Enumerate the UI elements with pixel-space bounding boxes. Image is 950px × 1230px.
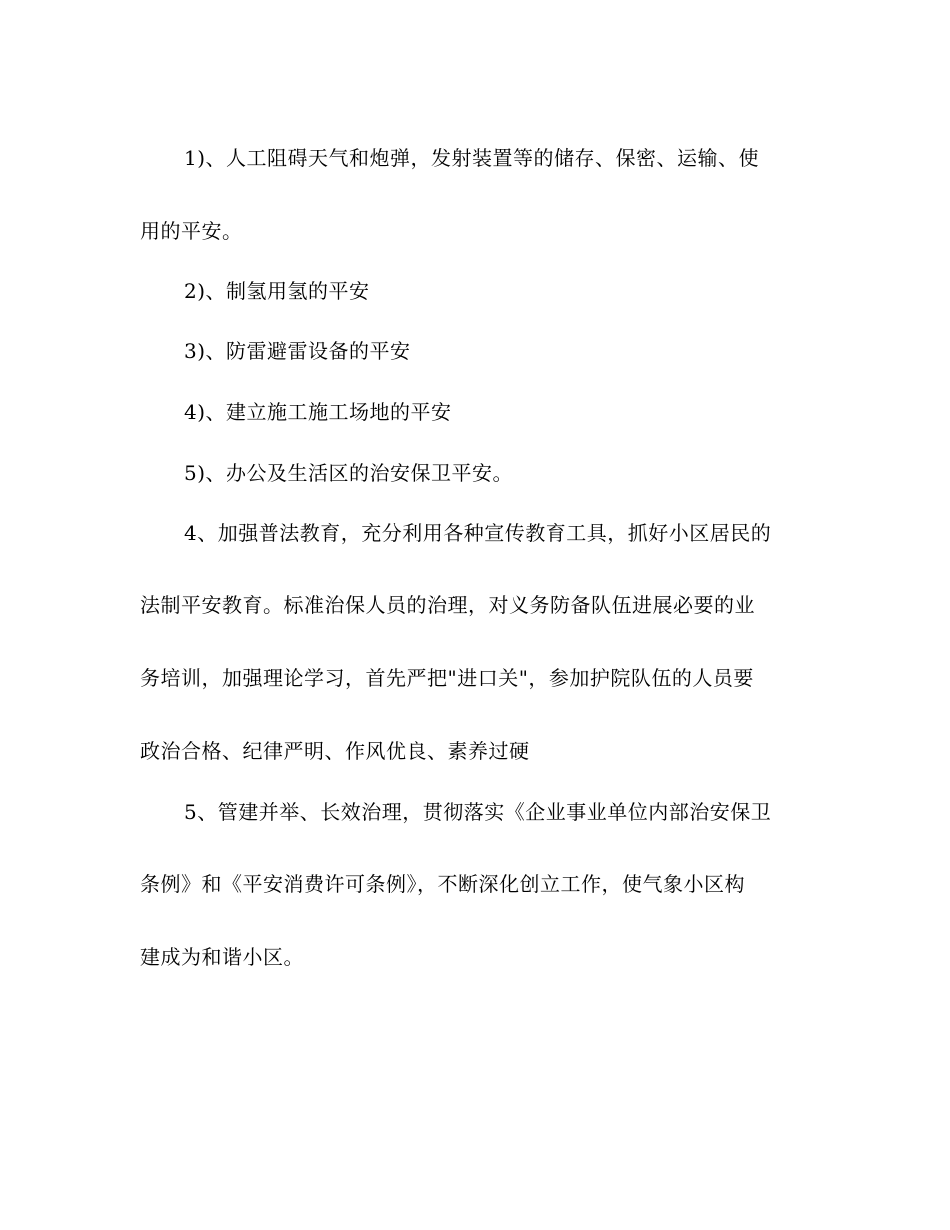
text-line-content: 建成为和谐小区。 (140, 945, 304, 969)
text-line-content: 4)、建立施工施工场地的平安 (184, 400, 452, 424)
text-line-content: 5)、办公及生活区的治安保卫平安。 (184, 461, 514, 485)
text-line (0, 336, 950, 366)
text-line-content: 3)、防雷避雷设备的平安 (184, 339, 411, 363)
text-line (0, 942, 950, 972)
text-line (0, 458, 950, 488)
text-line (0, 736, 950, 766)
text-line (0, 590, 950, 620)
text-line (0, 663, 950, 693)
text-line-content: 条例》和《平安消费许可条例》，不断深化创立工作，使气象小区构 (140, 872, 745, 896)
text-line (0, 397, 950, 427)
text-line (0, 869, 950, 899)
text-line-content: 法制平安教育。标准治保人员的治理，对义务防备队伍进展必要的业 (140, 593, 755, 617)
text-line (0, 276, 950, 306)
text-line (0, 518, 950, 548)
text-line-content: 务培训，加强理论学习，首先严把"进口关"，参加护院队伍的人员要 (140, 666, 754, 690)
text-line-content: 用的平安。 (140, 219, 243, 243)
text-line-content: 5、管建并举、长效治理，贯彻落实《企业事业单位内部治安保卫 (184, 800, 772, 824)
text-line-content: 2)、制氢用氢的平安 (184, 279, 370, 303)
text-line (0, 143, 950, 173)
text-line-content: 1)、人工阻碍天气和炮弹，发射装置等的储存、保密、运输、使 (184, 146, 760, 170)
text-line-content: 4、加强普法教育，充分利用各种宣传教育工具，抓好小区居民的 (184, 521, 772, 545)
text-line (0, 797, 950, 827)
text-line-content: 政治合格、纪律严明、作风优良、素养过硬 (140, 739, 530, 763)
text-line (0, 216, 950, 246)
